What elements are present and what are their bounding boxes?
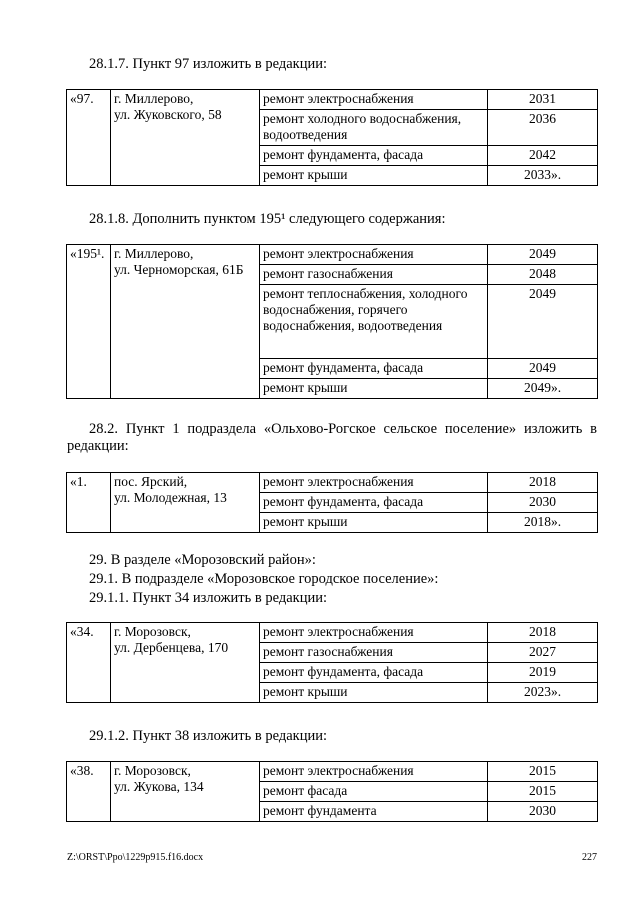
year-cell: 2030	[488, 802, 598, 822]
address-cell	[111, 762, 260, 822]
year-cell: 2031	[488, 90, 598, 110]
address-line: ул. Черноморская, 61Б	[114, 262, 244, 277]
address-cell	[111, 473, 260, 533]
year-cell: 2036	[488, 110, 598, 146]
year-cell: 2018».	[488, 513, 598, 533]
footer-file-path: Z:\ORST\Ppo\1229p915.f16.docx	[67, 852, 204, 863]
table-row	[67, 623, 598, 643]
work-cell: ремонт электроснабжения	[260, 762, 488, 782]
work-cell: ремонт электроснабжения	[260, 473, 488, 493]
paragraph-28-1-8: 28.1.8. Дополнить пунктом 195¹ следующего содержания:	[89, 211, 446, 227]
paragraph-28-2: 28.2. Пункт 1 подраздела «Ольхово-Рогское сельское поселение» изложить в редакции:	[67, 421, 597, 454]
item-number: «34.	[67, 623, 111, 703]
year-cell: 2019	[488, 663, 598, 683]
year-cell: 2033».	[488, 166, 598, 186]
item-number: «1.	[67, 473, 111, 533]
work-cell: ремонт фасада	[260, 782, 488, 802]
item-number: «195¹.	[67, 245, 111, 399]
address-line: ул. Жукова, 134	[114, 779, 204, 794]
year-cell: 2027	[488, 643, 598, 663]
table-row	[67, 245, 598, 265]
address-line: г. Морозовск,	[114, 624, 191, 639]
address-cell	[111, 623, 260, 703]
year-cell: 2048	[488, 265, 598, 285]
work-cell: ремонт газоснабжения	[260, 265, 488, 285]
paragraph-29-1-1: 29.1.1. Пункт 34 изложить в редакции:	[89, 590, 328, 606]
work-cell: ремонт теплоснабжения, холодного водоснабжения, горячего водоснабжения, водоотведения	[260, 285, 488, 359]
table-row	[67, 90, 598, 110]
table-row	[67, 762, 598, 782]
work-cell: ремонт холодного водоснабжения, водоотведения	[260, 110, 488, 146]
table-item-38	[66, 761, 598, 822]
address-cell	[111, 90, 260, 186]
paragraph-29-1: 29.1. В подразделе «Морозовское городское поселение»:	[89, 571, 439, 587]
work-cell: ремонт электроснабжения	[260, 245, 488, 265]
year-cell: 2049».	[488, 379, 598, 399]
address-line: пос. Ярский,	[114, 474, 188, 489]
table-item-34	[66, 622, 598, 703]
address-line: г. Миллерово,	[114, 91, 194, 106]
paragraph-29-1-2: 29.1.2. Пункт 38 изложить в редакции:	[89, 728, 328, 744]
work-cell: ремонт крыши	[260, 513, 488, 533]
address-line: г. Миллерово,	[114, 246, 194, 261]
year-cell: 2018	[488, 623, 598, 643]
year-cell: 2023».	[488, 683, 598, 703]
work-cell: ремонт крыши	[260, 683, 488, 703]
work-cell: ремонт крыши	[260, 379, 488, 399]
work-cell: ремонт электроснабжения	[260, 623, 488, 643]
year-cell: 2015	[488, 782, 598, 802]
address-line: ул. Дербенцева, 170	[114, 640, 229, 655]
table-item-97	[66, 89, 598, 186]
address-line: ул. Молодежная, 13	[114, 490, 227, 505]
year-cell: 2018	[488, 473, 598, 493]
year-cell: 2015	[488, 762, 598, 782]
work-cell: ремонт фундамента, фасада	[260, 493, 488, 513]
work-cell: ремонт фундамента, фасада	[260, 663, 488, 683]
work-cell: ремонт крыши	[260, 166, 488, 186]
address-line: г. Морозовск,	[114, 763, 191, 778]
work-cell: ремонт фундамента	[260, 802, 488, 822]
address-line: ул. Жуковского, 58	[114, 107, 222, 122]
work-cell: ремонт электроснабжения	[260, 90, 488, 110]
table-row	[67, 473, 598, 493]
table-item-195-1	[66, 244, 598, 399]
work-cell: ремонт фундамента, фасада	[260, 146, 488, 166]
table-item-1	[66, 472, 598, 533]
work-cell: ремонт газоснабжения	[260, 643, 488, 663]
address-cell	[111, 245, 260, 399]
paragraph-28-1-7: 28.1.7. Пункт 97 изложить в редакции:	[89, 56, 328, 72]
item-number: «97.	[67, 90, 111, 186]
work-cell: ремонт фундамента, фасада	[260, 359, 488, 379]
year-cell: 2030	[488, 493, 598, 513]
item-number: «38.	[67, 762, 111, 822]
paragraph-29: 29. В разделе «Морозовский район»:	[89, 552, 316, 568]
year-cell: 2049	[488, 359, 598, 379]
year-cell: 2049	[488, 245, 598, 265]
year-cell: 2049	[488, 285, 598, 359]
page-number: 227	[582, 852, 597, 863]
year-cell: 2042	[488, 146, 598, 166]
